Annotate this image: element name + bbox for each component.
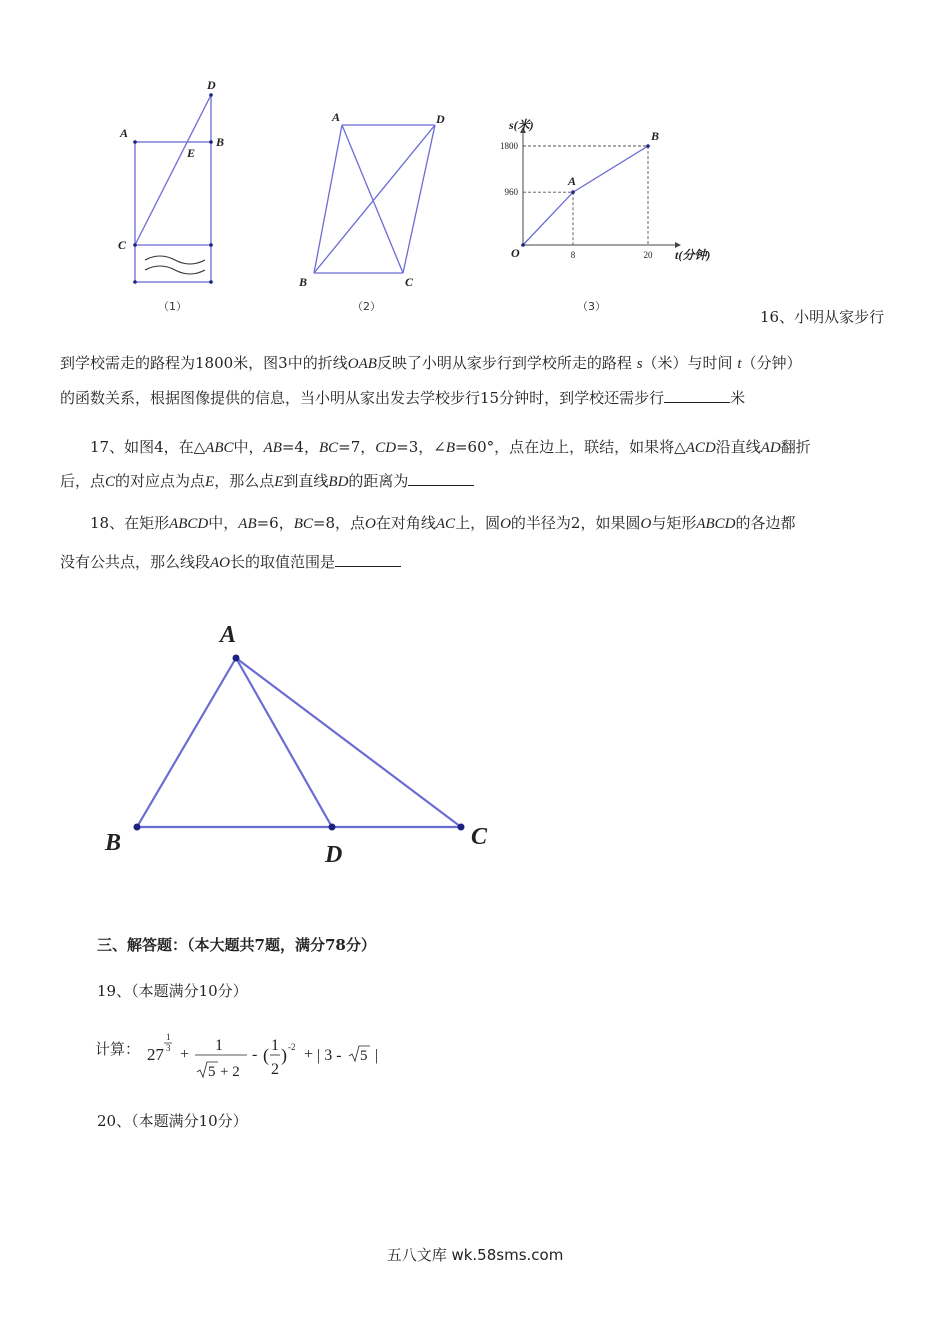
fig1-label-b: B — [216, 135, 225, 149]
data-point-a — [571, 190, 575, 194]
y-tick-1800: 1800 — [500, 141, 518, 151]
point-label-b: B — [651, 129, 660, 143]
expr-plus-1: + — [180, 1046, 190, 1063]
figure-2 — [290, 105, 460, 320]
q20-header: 20、（本题满分10分） — [97, 1112, 248, 1130]
fig1-label-a: A — [120, 126, 129, 140]
fig4-segment-ad — [236, 658, 332, 827]
expr-frac-num: 1 — [215, 1037, 223, 1054]
y-tick-960: 960 — [504, 187, 518, 198]
q19-expression — [95, 1028, 395, 1088]
fig1-wave-2 — [145, 266, 205, 274]
q17-text-line2: 后，点C的对应点为点E，那么点E到直线BD的距离为 — [60, 464, 890, 499]
expr-frac-den-plus: + 2 — [220, 1064, 240, 1080]
fig1-label-c: C — [118, 238, 127, 252]
series-oab-line — [523, 146, 648, 245]
figure-4 — [95, 612, 515, 877]
expr-abs-close: | — [375, 1047, 379, 1064]
expr-half-den: 2 — [271, 1061, 279, 1078]
expr-plus-2: + — [304, 1046, 314, 1063]
fig2-label-b: B — [299, 275, 308, 289]
data-point-o — [521, 243, 525, 247]
page-footer: 五八文库 wk.58sms.com — [386, 1246, 564, 1264]
fig4-label-b: B — [105, 830, 122, 856]
expr-paren-open: ( — [263, 1045, 269, 1065]
q16-text: 到学校需走的路程为1800米，图3中的折线OAB反映了小明从家步行到学校所走的路程 s（米）与时间 t（分钟） 的函数关系，根据图像提供的信息，当小明从家出发去学校步行15分钟时，到学校还需步行 米 — [60, 354, 802, 407]
fig4-label-c: C — [471, 824, 488, 850]
section-3-heading: 三、解答题：（本大题共7题，满分78分） — [97, 936, 376, 954]
fig1-label-d: D — [207, 78, 216, 92]
q17-answer-blank[interactable] — [408, 484, 474, 486]
fig1-line-cd — [135, 95, 211, 245]
data-point-b — [646, 144, 650, 148]
fig2-side-ab — [314, 125, 342, 273]
origin-label: O — [511, 246, 520, 260]
expr-exp-num: 1 — [166, 1032, 171, 1042]
fig4-side-ab — [137, 658, 236, 827]
expr-exp-2: -2 — [288, 1042, 296, 1052]
q18-text: 18、在矩形ABCD中，AB=6，BC=8，点O在对角线AC上，圆O的半径为2，如果圆O与矩形ABCD的各边都 — [90, 514, 796, 532]
fig2-label-d: D — [436, 112, 445, 126]
fig3-caption: （3） — [577, 300, 606, 313]
fig4-side-ac — [236, 658, 461, 827]
fig1-label-e: E — [187, 146, 196, 160]
q17-text: 17、如图4，在△ABC中，AB=4，BC=7，CD=3，∠B=60°，点在边上，联结，如果将△ACD沿直线AD翻折 — [90, 438, 811, 456]
fig1-caption: （1） — [158, 300, 187, 313]
figure-1 — [110, 75, 230, 320]
fig2-diagonal-bd — [314, 125, 435, 273]
expr-half-num: 1 — [271, 1037, 279, 1054]
expr-abs-open: | 3 - — [317, 1047, 342, 1064]
expr-paren-close: ) — [281, 1045, 287, 1065]
expr-abs-rad: 5 — [360, 1048, 368, 1064]
expr-base: 27 — [147, 1045, 164, 1064]
fig4-label-d: D — [325, 842, 343, 868]
q18-answer-blank[interactable] — [335, 565, 401, 567]
fig2-diagonal-ac — [342, 125, 403, 273]
q16-lead: 16、小明从家步行 — [760, 308, 885, 326]
figure-3-chart — [495, 105, 735, 320]
fig2-label-a: A — [332, 110, 341, 124]
fig2-caption: （2） — [352, 300, 381, 313]
expr-exp-den: 3 — [166, 1043, 171, 1053]
fig2-side-cd — [403, 125, 435, 273]
x-axis-label: t(分钟) — [675, 248, 711, 262]
q19-header: 19、（本题满分10分） — [97, 982, 248, 1000]
expr-frac-den-rad: 5 — [208, 1064, 216, 1080]
expr-minus: - — [252, 1046, 258, 1063]
fig1-wave-1 — [145, 256, 205, 264]
x-tick-8: 8 — [570, 250, 576, 260]
y-axis-label: s(米) — [509, 118, 534, 132]
fig4-label-a: A — [220, 622, 237, 648]
point-label-a: A — [568, 174, 577, 189]
fig2-label-c: C — [405, 275, 414, 289]
q16-answer-blank[interactable] — [664, 401, 730, 403]
x-tick-20: 20 — [643, 250, 653, 260]
q19-calc-label: 计算： — [95, 1040, 141, 1058]
fig1-rectangle — [135, 142, 211, 282]
q18-text-line2: 没有公共点，那么线段AO长的取值范围是 — [60, 545, 890, 580]
